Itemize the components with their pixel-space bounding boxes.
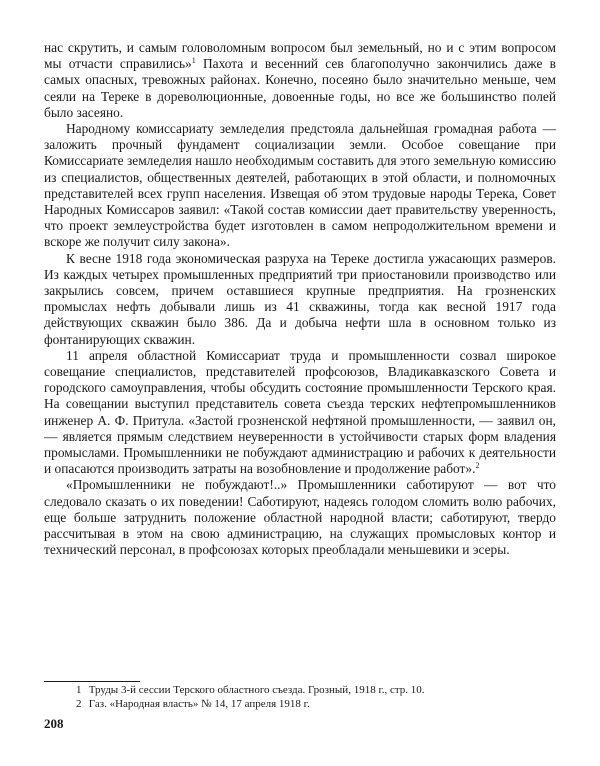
footnote-1-number: 1 — [76, 684, 82, 696]
paragraph-3: К весне 1918 года экономическая разруха на Тереке достигла ужасающих размеров. Из каждых четырех промышленных предприятий три приостановили производство или закрылись совсем, причем оставшиеся крупные предприятия. На грозненских промыслах нефть добывали лишь из 41 скважины, тогда как весной 1917 года действующих скважин было 386. Да и добыча нефти шла в основном только из фонтанирующих скважин. — [44, 250, 556, 347]
page-number: 208 — [44, 716, 64, 731]
paragraph-1-continuation: Пахота и весенний сев благополучно закончились даже в самых опасных, тревожных районах. Конечно, посеяно было значительно меньше, чем сеяли на Тереке в дореволюционные, довоенные годы, но все же большинство полей было засеяно. — [44, 56, 556, 120]
footnote-1-text: Труды 3-й сессии Терского областного съезда. Грозный, 1918 г., стр. 10. — [88, 684, 425, 696]
paragraph-1 — [44, 40, 556, 121]
footnote-1 — [44, 684, 556, 698]
footnote-divider — [44, 681, 140, 682]
footnote-ref-1: 1 — [191, 56, 196, 66]
paragraph-5: «Промышленники не побуждают!..» Промышленники саботируют — вот что следовало сказать о их поведении! Саботируют, надеясь голодом сломить волю рабочих, еще больше затруднить положение областной народной власти; саботируют, твердо рассчитывая в этом на свою администрацию, на служащих промысловых контор и технический персонал, в профсоюзах которых преобладали меньшевики и эсеры. — [44, 477, 556, 558]
footnotes — [44, 684, 556, 711]
paragraph-1-text: нас скрутить, и самым головоломным вопросом был земельный, но и с этим вопросом мы отчасти справились» — [44, 40, 556, 72]
paragraph-4 — [44, 348, 556, 478]
footnote-2-text: Газ. «Народная власть» № 14, 17 апреля 1918 г. — [88, 697, 310, 710]
paragraph-2: Народному комиссариату земледелия предстояла дальнейшая громадная работа — заложить прочный фундамент социализации земли. Особое совещание при Комиссариате земледелия нашло необходимым составить для этого земельную комиссию из специалистов, общественных деятелей, работающих в этой области, и полномочных представителей всех групп населения. Извещая об этом трудовые народы Терека, Совет Народных Комиссаров заявил: «Такой состав комиссии дает правительству уверенность, что проект землеустройства будет изготовлен в самом непродолжительном времени и вскоре же получит силу закона». — [44, 121, 556, 250]
footnote-2 — [44, 698, 556, 712]
main-text — [44, 40, 556, 559]
footnote-ref-2: 2 — [475, 461, 480, 471]
paragraph-4-text: 11 апреля областной Комиссариат труда и промышленности созвал широкое совещание специалистов, представителей профсоюзов, Владикавказского Совета и городского самоуправления, чтобы обсудить состояние промышленности Терского края. На совещании выступил представитель совета съезда терских нефтепромышленников инженер А. Ф. Притула. «Застой грозненской нефтяной промышленности, — заявил он,— является прямым следствием неуверенности в устойчивости старых форм владения промыслами. Промышленники не побуждают администрацию и рабочих к деятельности и опасаются производить затраты на возобновление и продолжение работ». — [44, 347, 556, 477]
footnote-2-number: 2 — [76, 697, 82, 710]
